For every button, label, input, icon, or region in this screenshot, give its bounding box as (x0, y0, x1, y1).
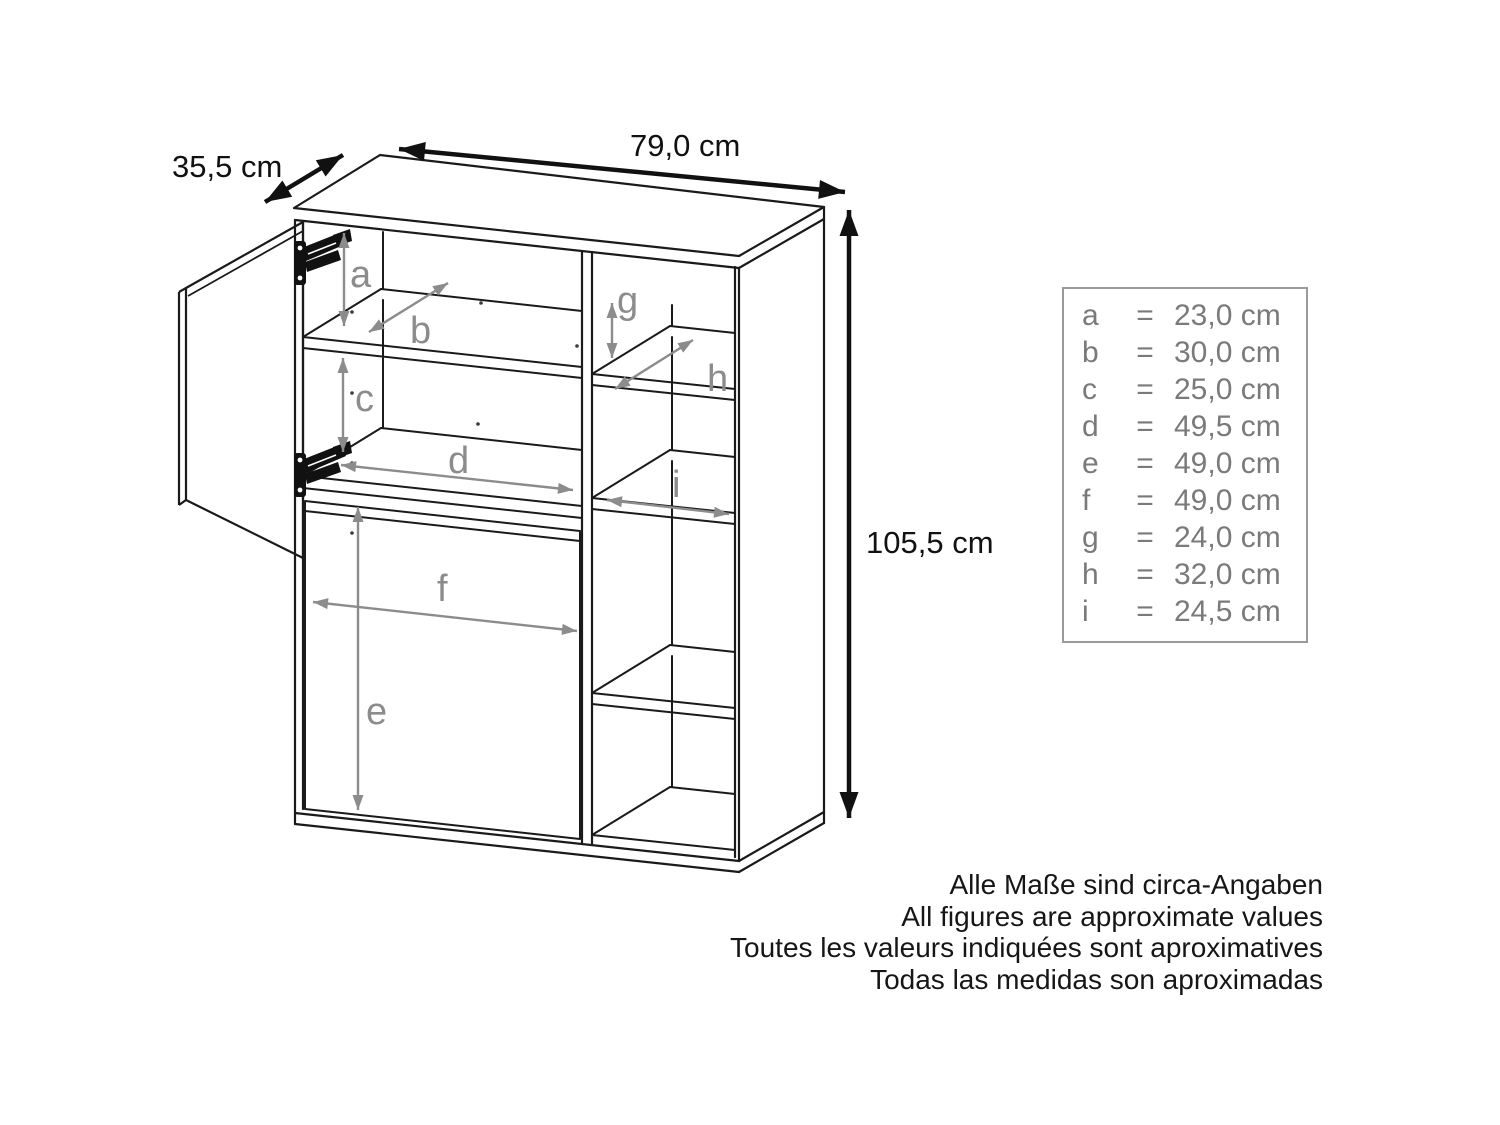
label-h: h (707, 358, 729, 400)
legend-row (1082, 482, 1306, 519)
legend-letter: g (1082, 521, 1099, 554)
legend-row (1082, 593, 1306, 630)
legend-equals: = (1136, 484, 1154, 517)
label-e: e (366, 691, 388, 733)
dimension-legend-box (1062, 287, 1308, 643)
legend-value: 24,0 cm (1174, 521, 1281, 554)
lower-door-panel (305, 501, 580, 839)
legend-letter: h (1082, 558, 1099, 591)
legend-row (1082, 334, 1306, 371)
note-line-en: All figures are approximate values (901, 900, 1323, 932)
legend-equals: = (1136, 373, 1154, 406)
legend-letter: c (1082, 373, 1097, 406)
legend-value: 49,5 cm (1174, 410, 1281, 443)
legend-value: 23,0 cm (1174, 299, 1281, 332)
legend-value: 49,0 cm (1174, 484, 1281, 517)
fitting-holes (350, 301, 579, 535)
legend-row (1082, 556, 1306, 593)
legend-letter: f (1082, 484, 1091, 517)
note-line-fr: Toutes les valeurs indiquées sont aproximatives (730, 932, 1323, 963)
label-g: g (617, 280, 639, 322)
label-i: i (672, 464, 681, 506)
open-door (179, 222, 303, 558)
legend-row (1082, 519, 1306, 556)
legend-value: 25,0 cm (1174, 373, 1281, 406)
legend-equals: = (1136, 558, 1154, 591)
legend-row (1082, 408, 1306, 445)
width-dimension-text: 79,0 cm (630, 128, 741, 163)
legend-equals: = (1136, 595, 1154, 628)
door-panel (186, 222, 303, 558)
note-line-es: Todas las medidas son aproximadas (870, 963, 1323, 995)
legend-value: 32,0 cm (1174, 558, 1281, 591)
label-d: d (448, 440, 470, 482)
legend-equals: = (1136, 521, 1154, 554)
legend-letter: d (1082, 410, 1099, 443)
note-line-de: Alle Maße sind circa-Angaben (949, 869, 1323, 900)
legend-row (1082, 445, 1306, 482)
label-a: a (350, 254, 372, 296)
label-b: b (410, 310, 432, 352)
legend-letter: e (1082, 447, 1099, 480)
shelf-lines (303, 232, 735, 850)
depth-dimension-text: 35,5 cm (172, 149, 283, 184)
legend-row (1082, 371, 1306, 408)
legend-letter: i (1082, 595, 1089, 628)
legend-value: 49,0 cm (1174, 447, 1281, 480)
legend-equals: = (1136, 336, 1154, 369)
height-dimension-text: 105,5 cm (866, 525, 994, 560)
legend-letter: b (1082, 336, 1099, 369)
legend-row (1082, 297, 1306, 334)
label-c: c (355, 378, 374, 420)
legend-equals: = (1136, 447, 1154, 480)
legend-equals: = (1136, 299, 1154, 332)
legend-equals: = (1136, 410, 1154, 443)
legend-letter: a (1082, 299, 1099, 332)
legend-value: 30,0 cm (1174, 336, 1281, 369)
label-f: f (437, 568, 448, 610)
legend-value: 24,5 cm (1174, 595, 1281, 628)
cabinet-top-face (294, 155, 824, 256)
approximate-values-note (730, 869, 1323, 995)
